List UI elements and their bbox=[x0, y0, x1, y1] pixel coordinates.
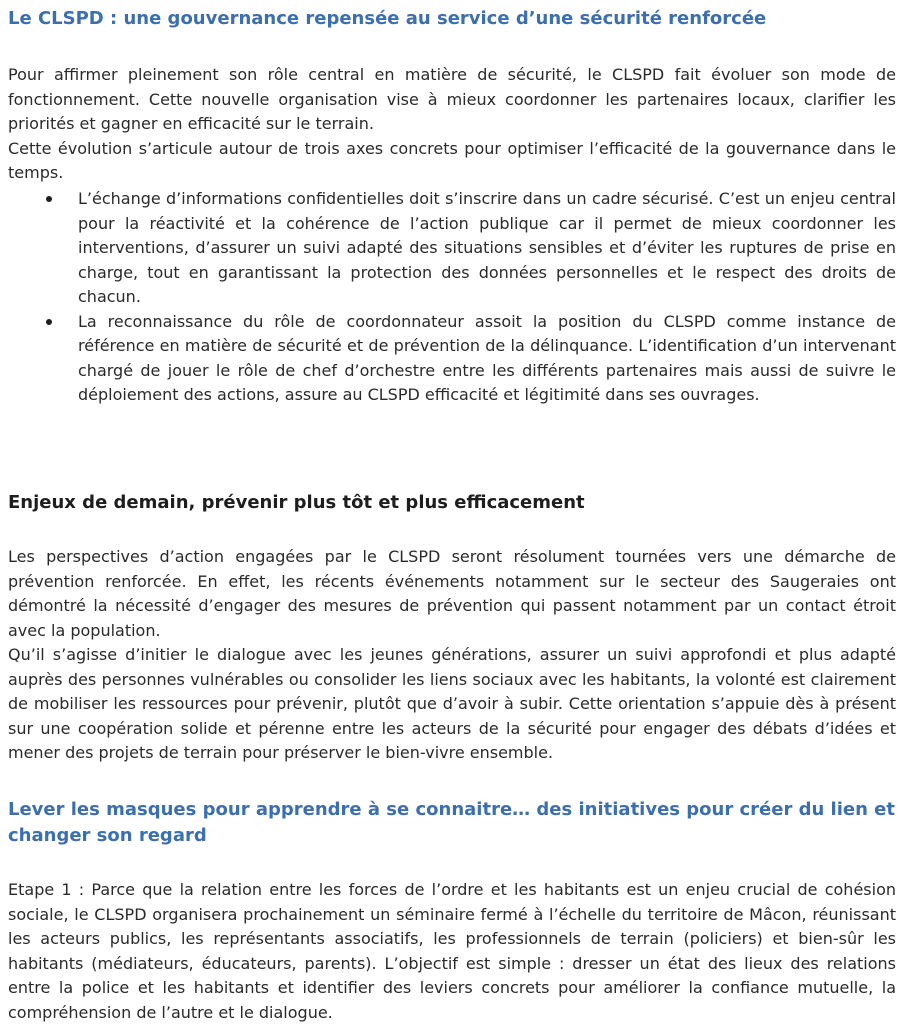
paragraph-perspectives: Les perspectives d’action engagées par le CLSPD seront résolument tournées vers une démarche de prévention renforcée. En effet, les récents événements notamment sur le secteur des Saugeraies ont démontré la nécessité d’engager des mesures de prévention qui passent notamment par un contact étroit avec la population. bbox=[8, 547, 896, 640]
section-heading-enjeux: Enjeux de demain, prévenir plus tôt et plus efficacement bbox=[8, 492, 585, 513]
paragraph-intro: Pour affirmer pleinement son rôle central en matière de sécurité, le CLSPD fait évoluer son mode de fonctionnement. Cette nouvelle organisation vise à mieux coordonner les partenaires locaux, clarifier les priorités et gagner en efficacité sur le terrain. bbox=[8, 65, 896, 133]
paragraph-dialogue: Qu’il s’agisse d’initier le dialogue avec les jeunes générations, assurer un suivi approfondi et plus adapté auprès des personnes vulnérables ou consolider les liens sociaux avec les habitants, la volonté est clairement de mobiliser les ressources pour prévenir, plutôt que d’avoir à subir. Cette orientation s’appuie dès à présent sur une coopération solide et pérenne entre les acteurs de la sécurité pour engager des débats d’idées et mener des projets de terrain pour préserver le bien-vivre ensemble. bbox=[8, 645, 896, 762]
bullet-item bbox=[8, 310, 896, 408]
bullet-dot-icon bbox=[46, 196, 52, 202]
section-heading-clspd-gouvernance: Le CLSPD : une gouvernance repensée au service d’une sécurité renforcée bbox=[8, 8, 767, 29]
section-heading-lever-les-masques: Lever les masques pour apprendre à se connaitre… des initiatives pour créer du lien et changer son regard bbox=[8, 799, 895, 846]
paragraph-etape-1: Etape 1 : Parce que la relation entre les forces de l’ordre et les habitants est un enjeu crucial de cohésion sociale, le CLSPD organisera prochainement un séminaire fermé à l’échelle du territoire de Mâcon, réunissant les acteurs publics, les représentants associatifs, les professionnels de terrain (policiers) et bien-sûr les habitants (médiateurs, éducateurs, parents). L’objectif est simple : dresser un état des lieux des relations entre la police et les habitants et identifier des leviers concrets pour améliorer la confiance mutuelle, la compréhension de l’autre et le dialogue. bbox=[8, 880, 896, 1022]
bullet-text: L’échange d’informations confidentielles doit s’inscrire dans un cadre sécurisé. C’est un enjeu central pour la réactivité et la cohérence de l’action publique car il permet de mieux coordonner les interventions, d’assurer un suivi adapté des situations sensibles et d’éviter les ruptures de prise en charge, tout en garantissant la protection des données personnelles et le respect des droits de chacun. bbox=[78, 189, 896, 306]
bullet-text: La reconnaissance du rôle de coordonnateur assoit la position du CLSPD comme instance de référence en matière de sécurité et de prévention de la délinquance. L’identification d’un intervenant chargé de jouer le rôle de chef d’orchestre entre les différents partenaires mais aussi de suivre le déploiement des actions, assure au CLSPD efficacité et légitimité dans ses ouvrages. bbox=[78, 311, 896, 404]
axes-bullet-list bbox=[8, 187, 896, 408]
intro-block bbox=[8, 63, 896, 186]
bullet-item bbox=[8, 187, 896, 310]
bullet-dot-icon bbox=[46, 319, 52, 325]
paragraph-axes-intro: Cette évolution s’articule autour de trois axes concrets pour optimiser l’efficacité de la gouvernance dans le temps. bbox=[8, 138, 896, 182]
enjeux-block bbox=[8, 545, 896, 766]
etape-block bbox=[8, 878, 896, 1025]
